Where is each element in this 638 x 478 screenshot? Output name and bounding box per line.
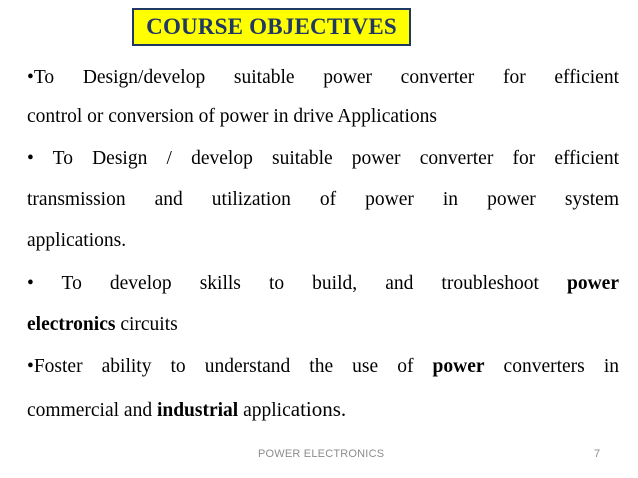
objective-3-circuits: circuits [115,314,178,335]
objective-4-text-d: applic [238,400,291,421]
objective-2-line-1: • To Design / develop suitable power converter for efficient [27,148,619,169]
objective-4-text-a: •Foster ability to understand the use of [27,356,433,377]
objective-4-text-c: commercial and [27,400,157,421]
objective-3-bold-electronics: electronics [27,314,116,335]
objective-4-bold-industrial: industrial [156,400,239,421]
title-box [132,8,411,46]
objective-3-line-1 [27,272,619,296]
objective-4-line-1 [27,355,619,379]
objective-4-text-b: converters in [484,356,619,377]
objective-4-text-e: ations. [290,397,347,421]
objective-1-line-1: •To Design/develop suitable power converter for efficient [27,67,619,88]
slide-title: COURSE OBJECTIVES [146,14,397,39]
objective-4-line-2 [27,397,619,423]
objective-2-line-2: transmission and utilization of power in power system [27,189,619,210]
page-number: 7 [594,448,601,460]
objective-4-bold-power: power [432,356,485,377]
objective-3-bold-power: power [567,273,619,294]
objective-1-line-2: control or conversion of power in drive Applications [27,106,437,127]
objective-3-line-2 [27,313,619,337]
objective-3-text: • To develop skills to build, and troubleshoot [27,273,539,294]
objective-2-line-3: applications. [27,230,127,251]
footer-title: POWER ELECTRONICS [258,448,385,460]
